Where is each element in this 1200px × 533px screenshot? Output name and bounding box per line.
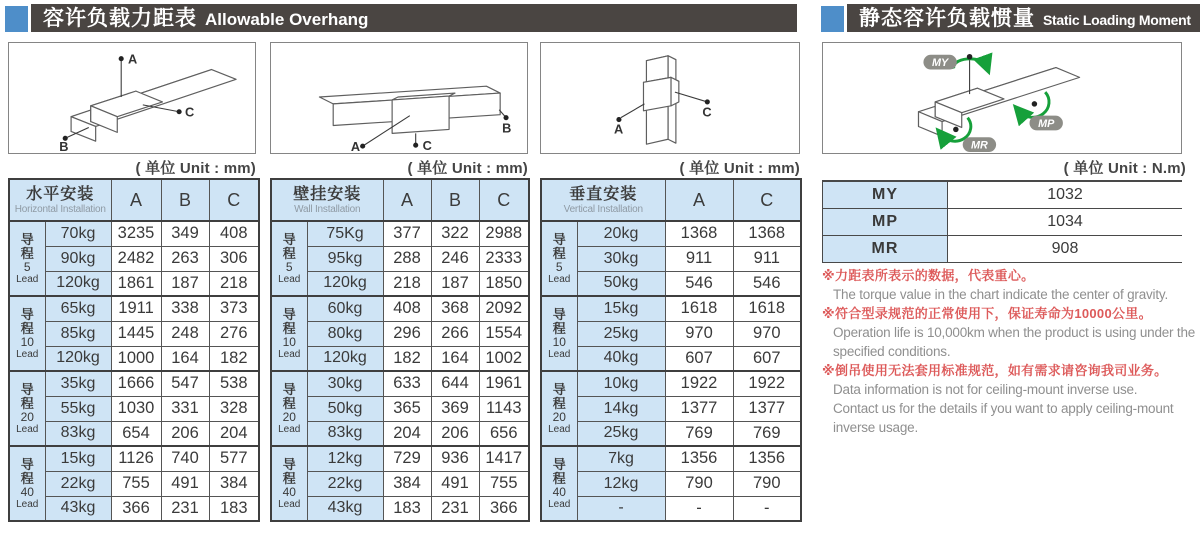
table-title-cell: 垂直安装 Vertical Installation <box>541 179 665 221</box>
static-loading-moment-table <box>822 180 1182 263</box>
value-cell: 729 <box>383 446 431 471</box>
value-cell: 164 <box>431 346 479 371</box>
table-row <box>822 182 1182 209</box>
load-cell: 43kg <box>307 496 383 521</box>
moment-label: MR <box>822 236 948 262</box>
value-cell: 769 <box>733 421 801 446</box>
load-cell: 70kg <box>45 221 111 246</box>
table-row <box>822 209 1182 236</box>
column-header: A <box>111 179 161 221</box>
value-cell: 547 <box>161 371 209 396</box>
section-title-en: Static Loading Moment <box>1043 12 1191 28</box>
rail-isometric-drawing <box>9 43 255 153</box>
value-cell: 328 <box>209 396 259 421</box>
lead-cell: 导 程 20 Lead <box>271 371 307 446</box>
lead-cell: 导 程 10 Lead <box>271 296 307 371</box>
value-cell: 1850 <box>479 271 529 296</box>
value-cell: 755 <box>479 471 529 496</box>
column-header: B <box>161 179 209 221</box>
moment-arrows-drawing <box>823 43 1181 153</box>
value-cell: 204 <box>209 421 259 446</box>
load-cell: 14kg <box>577 396 665 421</box>
value-cell: 266 <box>431 321 479 346</box>
value-cell: 206 <box>161 421 209 446</box>
value-cell: 408 <box>209 221 259 246</box>
value-cell: 911 <box>733 246 801 271</box>
value-cell: 183 <box>209 496 259 521</box>
load-cell: 15kg <box>45 446 111 471</box>
table-title-cell: 壁挂安装 Wall Installation <box>271 179 383 221</box>
value-cell: 491 <box>431 471 479 496</box>
value-cell: 538 <box>209 371 259 396</box>
value-cell: 384 <box>209 471 259 496</box>
lead-cell: 导 程 5 Lead <box>271 221 307 296</box>
load-cell: 120kg <box>307 346 383 371</box>
lead-cell: 导 程 40 Lead <box>541 446 577 521</box>
horizontal-installation-diagram <box>8 42 256 154</box>
value-cell: 546 <box>733 271 801 296</box>
value-cell: 182 <box>383 346 431 371</box>
value-cell: 1377 <box>733 396 801 421</box>
column-header: A <box>383 179 431 221</box>
value-cell: 218 <box>383 271 431 296</box>
vertical-installation-table <box>540 178 800 522</box>
allowable-overhang-header <box>5 4 797 32</box>
value-cell: 1961 <box>479 371 529 396</box>
load-cell: 120kg <box>307 271 383 296</box>
load-cell: 55kg <box>45 396 111 421</box>
load-cell: 20kg <box>577 221 665 246</box>
value-cell: 377 <box>383 221 431 246</box>
load-cell: 80kg <box>307 321 383 346</box>
column-header: C <box>209 179 259 221</box>
load-cell: 50kg <box>307 396 383 421</box>
value-cell: 306 <box>209 246 259 271</box>
value-cell: 1618 <box>733 296 801 321</box>
accent-square <box>5 6 28 32</box>
load-cell: 85kg <box>45 321 111 346</box>
value-cell: 365 <box>383 396 431 421</box>
value-cell: 248 <box>161 321 209 346</box>
value-cell: 607 <box>733 346 801 371</box>
value-cell: 183 <box>383 496 431 521</box>
value-cell: 366 <box>111 496 161 521</box>
value-cell: 231 <box>161 496 209 521</box>
value-cell: 1126 <box>111 446 161 471</box>
my-badge: MY <box>932 57 949 70</box>
value-cell: 491 <box>161 471 209 496</box>
column-header: C <box>733 179 801 221</box>
load-cell: 22kg <box>45 471 111 496</box>
value-cell: 263 <box>161 246 209 271</box>
load-cell: 75Kg <box>307 221 383 246</box>
load-cell: 60kg <box>307 296 383 321</box>
mr-badge: MR <box>971 139 988 152</box>
lead-cell: 导 程 10 Lead <box>541 296 577 371</box>
note-zh: ※力距表所表示的数据，代表重心。 <box>822 268 1035 283</box>
moment-directions-diagram <box>822 42 1182 154</box>
value-cell: 1002 <box>479 346 529 371</box>
load-cell: 120kg <box>45 346 111 371</box>
value-cell: 384 <box>383 471 431 496</box>
column-header: B <box>431 179 479 221</box>
load-cell: 7kg <box>577 446 665 471</box>
value-cell: 331 <box>161 396 209 421</box>
load-cell: 43kg <box>45 496 111 521</box>
value-cell: 1666 <box>111 371 161 396</box>
lead-cell: 导 程 5 Lead <box>9 221 45 296</box>
value-cell: 2333 <box>479 246 529 271</box>
value-cell: 369 <box>431 396 479 421</box>
value-cell: 206 <box>431 421 479 446</box>
value-cell: 366 <box>479 496 529 521</box>
value-cell: 182 <box>209 346 259 371</box>
load-cell: 10kg <box>577 371 665 396</box>
value-cell: 1618 <box>665 296 733 321</box>
value-cell: 164 <box>161 346 209 371</box>
lead-cell: 导 程 40 Lead <box>9 446 45 521</box>
value-cell: 790 <box>665 471 733 496</box>
value-cell: 1030 <box>111 396 161 421</box>
unit-label-mm: ( 单位 Unit : mm) <box>135 160 256 177</box>
value-cell: 1377 <box>665 396 733 421</box>
value-cell: 644 <box>431 371 479 396</box>
unit-label-nm: ( 单位 Unit : N.m) <box>1063 160 1186 177</box>
note-en: specified conditions. <box>833 344 951 359</box>
value-cell: 633 <box>383 371 431 396</box>
load-cell: 25kg <box>577 421 665 446</box>
load-cell: 15kg <box>577 296 665 321</box>
lead-cell: 导 程 5 Lead <box>541 221 577 296</box>
value-cell: 607 <box>665 346 733 371</box>
column-header: C <box>479 179 529 221</box>
value-cell: 769 <box>665 421 733 446</box>
value-cell: 1445 <box>111 321 161 346</box>
point-a-label: A <box>614 121 624 137</box>
point-a-label: A <box>350 139 361 153</box>
lead-cell: 导 程 40 Lead <box>271 446 307 521</box>
note-en: Data information is not for ceiling-mount inverse use. <box>833 382 1138 397</box>
value-cell: 1000 <box>111 346 161 371</box>
value-cell: 231 <box>431 496 479 521</box>
value-cell: 1554 <box>479 321 529 346</box>
lead-cell: 导 程 20 Lead <box>9 371 45 446</box>
value-cell: 218 <box>209 271 259 296</box>
unit-label-mm: ( 单位 Unit : mm) <box>407 160 528 177</box>
footnotes <box>822 266 1198 437</box>
note-en: The torque value in the chart indicate the center of gravity. <box>833 287 1168 302</box>
value-cell: 1922 <box>665 371 733 396</box>
note-en: Contact us for the details if you want to apply ceiling-mount <box>833 401 1174 416</box>
value-cell: 1417 <box>479 446 529 471</box>
value-cell: 187 <box>431 271 479 296</box>
point-a-label: A <box>128 51 138 67</box>
load-cell: 90kg <box>45 246 111 271</box>
value-cell: - <box>733 496 801 521</box>
value-cell: 656 <box>479 421 529 446</box>
note-zh: ※符合型录规范的正常使用下，保证寿命为10000公里。 <box>822 306 1152 321</box>
value-cell: 1356 <box>665 446 733 471</box>
value-cell: 368 <box>431 296 479 321</box>
value-cell: 3235 <box>111 221 161 246</box>
lead-cell: 导 程 10 Lead <box>9 296 45 371</box>
load-cell: 30kg <box>577 246 665 271</box>
load-cell: 83kg <box>307 421 383 446</box>
load-cell: 22kg <box>307 471 383 496</box>
value-cell: 1356 <box>733 446 801 471</box>
value-cell: 911 <box>665 246 733 271</box>
moment-label: MP <box>822 209 948 235</box>
value-cell: 1922 <box>733 371 801 396</box>
load-cell: 120kg <box>45 271 111 296</box>
value-cell: 2482 <box>111 246 161 271</box>
value-cell: - <box>665 496 733 521</box>
value-cell: 970 <box>733 321 801 346</box>
horizontal-installation-table <box>8 178 258 522</box>
value-cell: 654 <box>111 421 161 446</box>
value-cell: 187 <box>161 271 209 296</box>
value-cell: 740 <box>161 446 209 471</box>
value-cell: 1368 <box>665 221 733 246</box>
rail-vertical-drawing <box>541 43 799 153</box>
section-title-zh: 容许负载力距表 <box>43 7 197 30</box>
moment-value: 1032 <box>1047 186 1083 203</box>
data-table <box>8 178 260 522</box>
value-cell: 2092 <box>479 296 529 321</box>
point-c-label: C <box>422 138 432 153</box>
section-title-zh: 静态容许负载惯量 <box>859 7 1035 30</box>
header-bar <box>847 4 1200 32</box>
note-en: inverse usage. <box>833 420 919 435</box>
point-c-label: C <box>702 104 712 120</box>
value-cell: 288 <box>383 246 431 271</box>
value-cell: 204 <box>383 421 431 446</box>
moment-value: 1034 <box>1047 213 1083 230</box>
lead-cell: 导 程 20 Lead <box>541 371 577 446</box>
load-cell: 65kg <box>45 296 111 321</box>
value-cell: 2988 <box>479 221 529 246</box>
load-cell: 50kg <box>577 271 665 296</box>
wall-installation-table <box>270 178 528 522</box>
column-header: A <box>665 179 733 221</box>
value-cell: 1368 <box>733 221 801 246</box>
moment-label: MY <box>822 182 948 208</box>
value-cell: 1911 <box>111 296 161 321</box>
load-cell: 35kg <box>45 371 111 396</box>
data-table <box>270 178 530 522</box>
static-loading-moment-header <box>821 4 1200 32</box>
value-cell: 338 <box>161 296 209 321</box>
value-cell: 790 <box>733 471 801 496</box>
load-cell: 40kg <box>577 346 665 371</box>
value-cell: 408 <box>383 296 431 321</box>
point-c-label: C <box>185 104 195 120</box>
value-cell: 577 <box>209 446 259 471</box>
value-cell: 1143 <box>479 396 529 421</box>
value-cell: 546 <box>665 271 733 296</box>
wall-installation-diagram <box>270 42 528 154</box>
load-cell: 25kg <box>577 321 665 346</box>
note-en: Operation life is 10,000km when the product is using under the <box>833 325 1196 340</box>
value-cell: 1861 <box>111 271 161 296</box>
value-cell: 349 <box>161 221 209 246</box>
load-cell: 95kg <box>307 246 383 271</box>
mp-badge: MP <box>1038 117 1055 130</box>
moment-value: 908 <box>1051 240 1079 257</box>
value-cell: 322 <box>431 221 479 246</box>
load-cell: 12kg <box>307 446 383 471</box>
note-zh: ※倒吊使用无法套用标准规范，如有需求请咨询我司业务。 <box>822 363 1168 378</box>
unit-label-mm: ( 单位 Unit : mm) <box>679 160 800 177</box>
value-cell: 296 <box>383 321 431 346</box>
vertical-installation-diagram <box>540 42 800 154</box>
table-title-cell: 水平安装 Horizontal Installation <box>9 179 111 221</box>
accent-square <box>821 6 844 32</box>
point-b-label: B <box>502 120 512 136</box>
value-cell: 276 <box>209 321 259 346</box>
load-cell: 12kg <box>577 471 665 496</box>
value-cell: 373 <box>209 296 259 321</box>
section-title-en: Allowable Overhang <box>205 10 369 29</box>
load-cell: 30kg <box>307 371 383 396</box>
load-cell: 83kg <box>45 421 111 446</box>
value-cell: 246 <box>431 246 479 271</box>
value-cell: 936 <box>431 446 479 471</box>
data-table <box>540 178 802 522</box>
point-b-label: B <box>59 139 69 153</box>
value-cell: 755 <box>111 471 161 496</box>
value-cell: 970 <box>665 321 733 346</box>
load-cell: - <box>577 496 665 521</box>
table-row <box>822 236 1182 263</box>
rail-side-drawing <box>271 43 527 153</box>
header-bar <box>31 4 797 32</box>
